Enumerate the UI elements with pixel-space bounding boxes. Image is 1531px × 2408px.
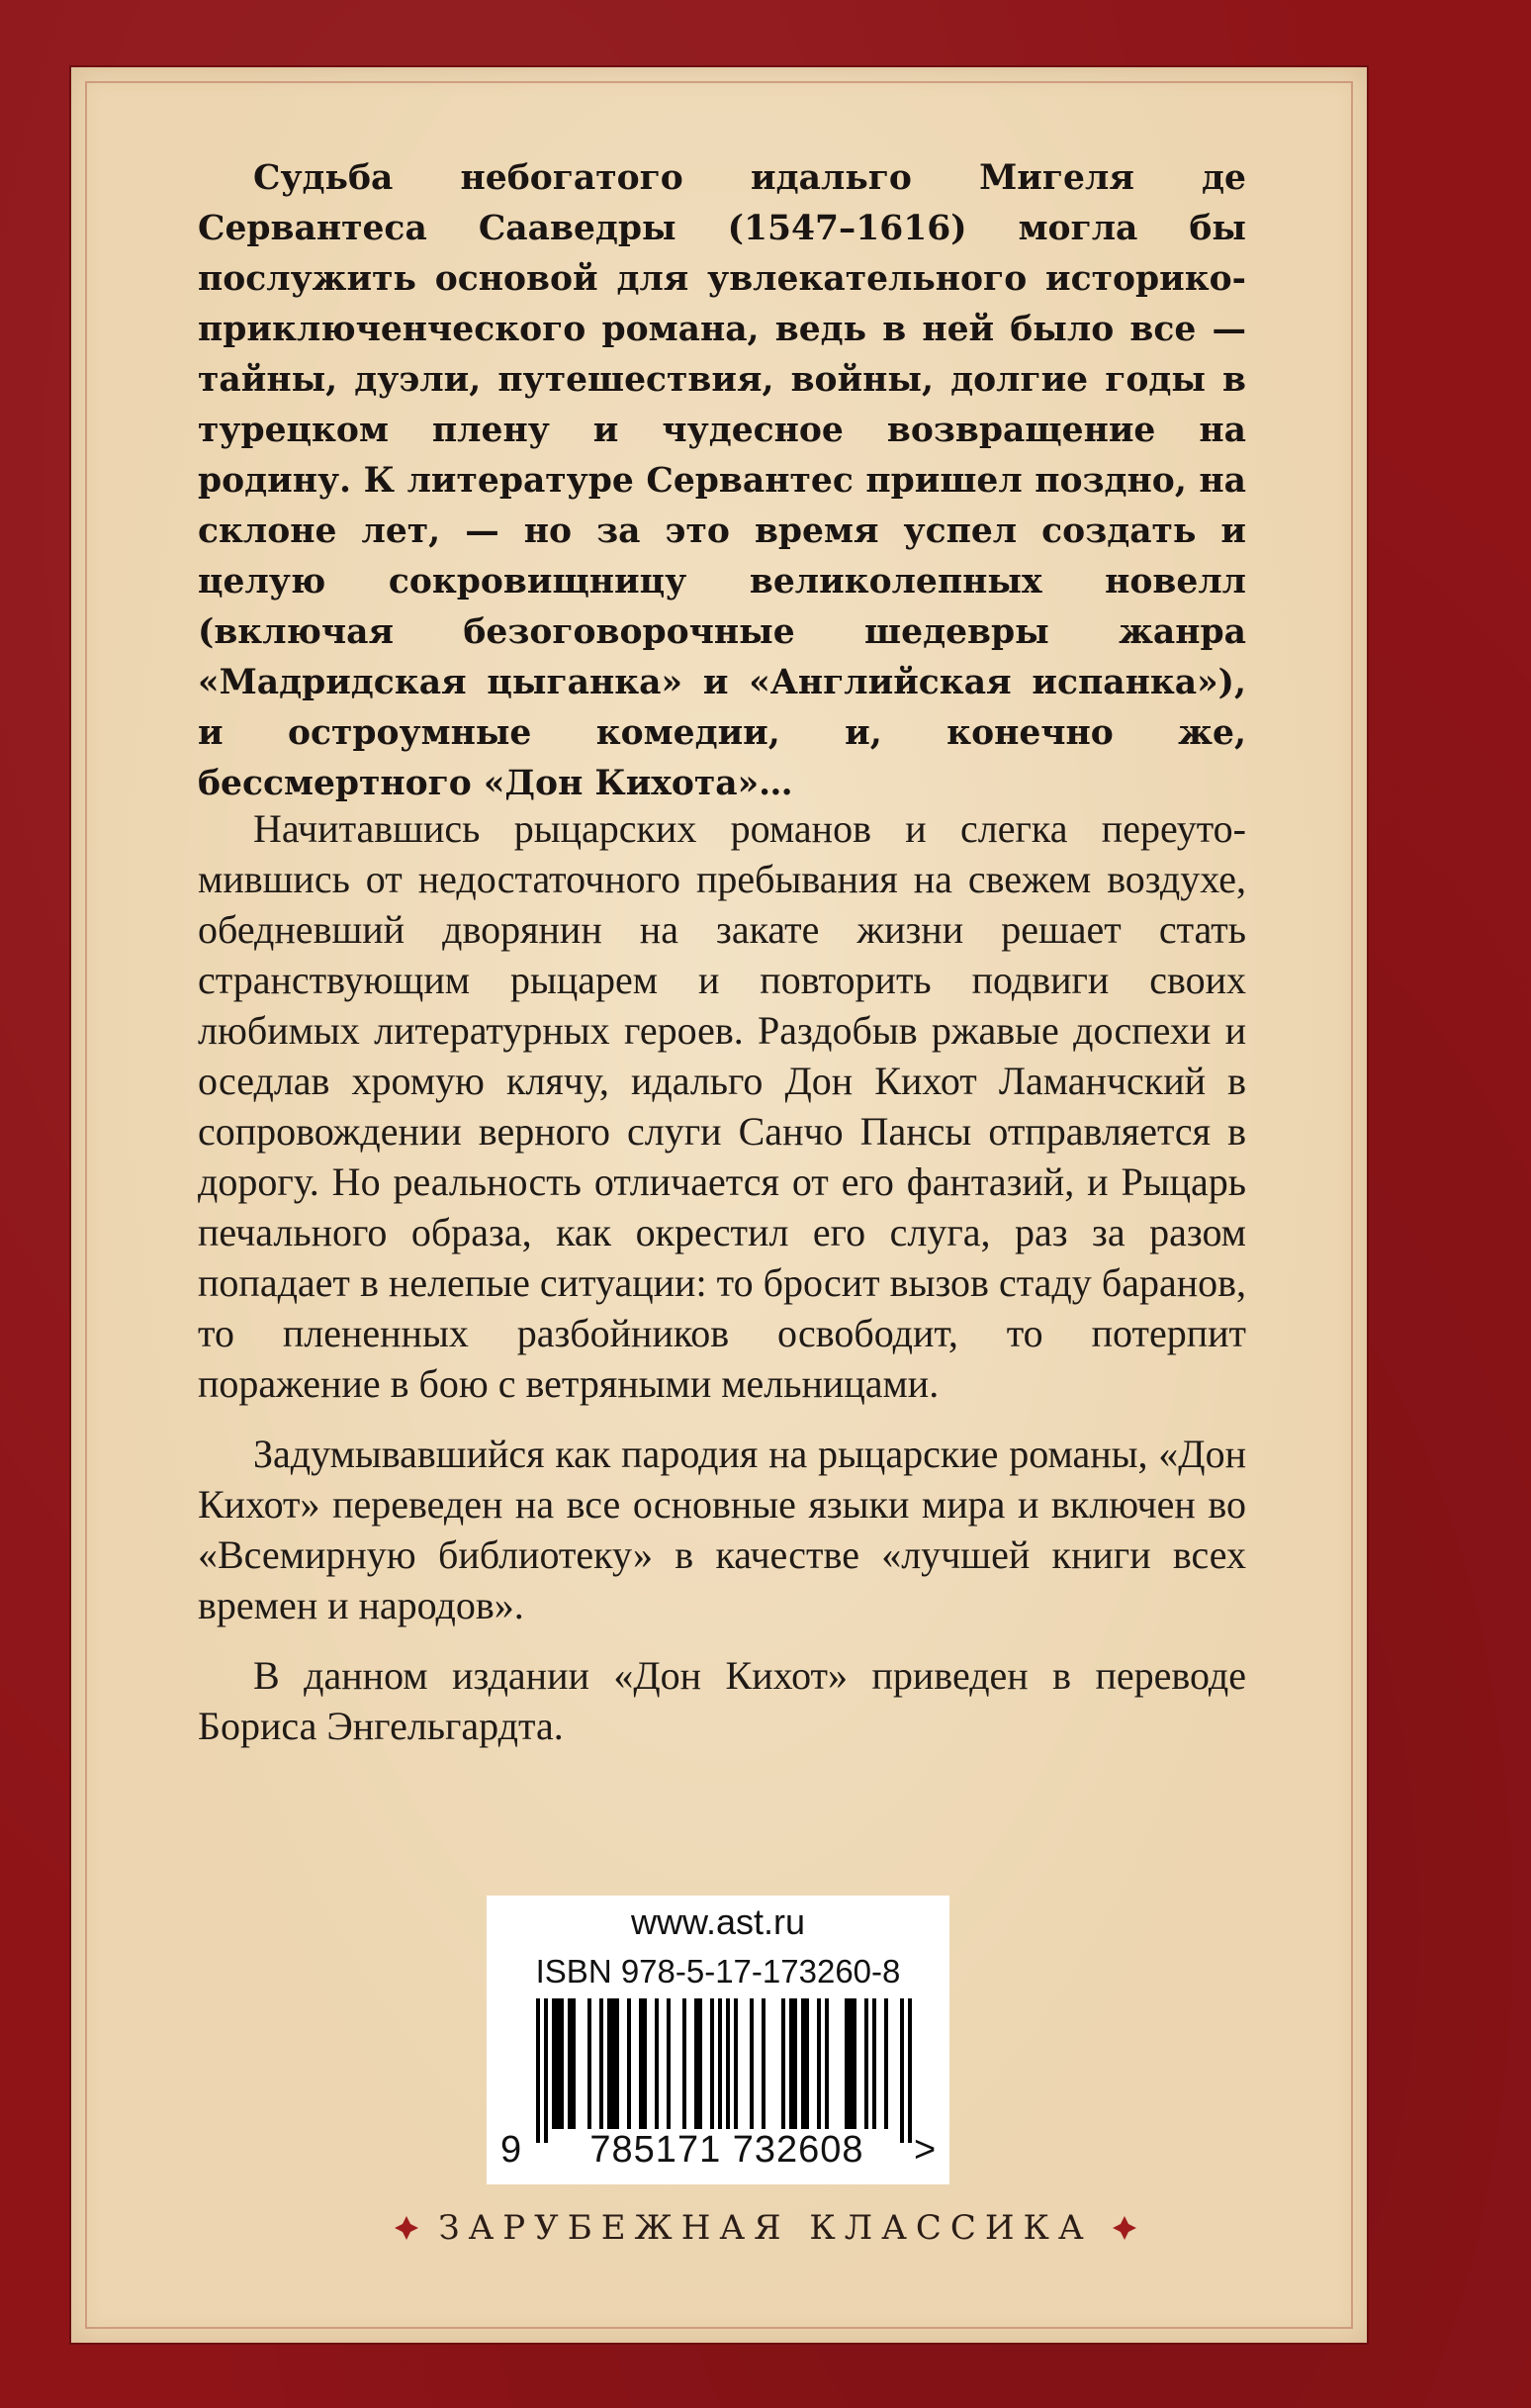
lead-paragraph: Судьба небогатого идальго Мигеля де Сервантеса Сааведры (1547–1616) могла бы послужить основой для увлекательного историко-приключенческого романа, ведь в ней было все — тайны, дуэли, путешествия, войны, долгие годы в турецком плену и чудесное возвращение на родину. К литературе Сервантес пришел поздно, на склоне лет, — но за это время успел создать и целую сокровищницу великолепных новелл (включая безоговорочные шедевры жанра «Мадридская цыганка» и «Английская испанка»), и остроумные комедии, и, конечно же, бессмертного «Дон Кихота»…: [198, 158, 1246, 803]
publisher-url: www.ast.ru: [630, 1901, 806, 1942]
barcode-bar: [825, 1998, 829, 2129]
barcode-bar: [845, 1998, 849, 2129]
barcode-bar: [734, 1998, 738, 2129]
barcode-bar: [611, 1998, 615, 2129]
barcode-bar: [793, 1998, 797, 2129]
barcode-bar: [864, 1998, 868, 2129]
barcode-bar: [900, 1998, 904, 2143]
barcode-bar: [817, 1998, 821, 2129]
barcode-quiet-zone-arrow: >: [914, 2129, 937, 2171]
barcode-bar: [710, 1998, 714, 2129]
barcode-bar: [726, 1998, 730, 2143]
barcode-bar: [615, 1998, 619, 2129]
barcode-bar: [853, 1998, 856, 2129]
barcode-bar: [599, 1998, 603, 2129]
barcode-bars: [536, 1998, 912, 2143]
description-text: [198, 803, 1246, 1751]
barcode-bar: [801, 1998, 805, 2129]
barcode-block: [487, 1896, 949, 2184]
barcode-bar: [849, 1998, 853, 2129]
barcode-bar: [694, 1998, 698, 2129]
isbn-label: ISBN 978-5-17-173260-8: [535, 1953, 901, 1990]
barcode-bar: [762, 1998, 766, 2129]
barcode-bar: [682, 1998, 686, 2129]
barcode-bar: [667, 1998, 671, 2129]
barcode-main-digits: 785171 732608: [554, 2129, 900, 2172]
barcode-bar: [587, 1998, 591, 2129]
series-name: ЗАРУБЕЖНАЯ КЛАССИКА: [438, 2208, 1093, 2248]
ornament-right-icon: [1111, 2214, 1138, 2242]
series-footer: [0, 2208, 1531, 2264]
barcode-bar: [789, 1998, 793, 2129]
barcode-bar: [544, 1998, 548, 2143]
barcode-bar: [805, 1998, 809, 2129]
barcode-digits: [487, 2129, 949, 2178]
description-paragraph: Начитавшись рыцарских романов и слегка переутомившись от недостаточного пребывания на свежем воздухе, обедневший дворянин на закате жизни решает стать странствующим рыцарем и повторить подвиги своих любимых литературных героев. Раздобыв ржавые доспехи и оседлав хромую клячу, идальго Дон Кихот Ламанчский в сопровождении верного слуги Санчо Пансы отправляется в дорогу. Но реальность отличается от его фантазий, и Рыцарь печального образа, как окрестил его слуга, раз за разом попадает в нелепые ситуации: то бросит вызов стаду баранов, то плененных разбойников освободит, то потерпит поражение в бою с ветряными мельницами.: [198, 806, 1246, 1406]
barcode-bar: [607, 1998, 611, 2129]
barcode-bar: [781, 1998, 785, 2129]
barcode-bar: [552, 1998, 556, 2129]
barcode-bar: [536, 1998, 540, 2143]
barcode-first-digit: 9: [500, 2129, 522, 2171]
barcode-bar: [872, 1998, 876, 2129]
barcode-bar: [884, 1998, 888, 2129]
ornament-left-icon: [393, 2214, 420, 2242]
description-paragraph: В данном издании «Дон Кихот» приведен в переводе Бориса Энгельгардта.: [198, 1653, 1246, 1748]
barcode-bar: [750, 1998, 754, 2129]
barcode-bar: [908, 1998, 912, 2143]
barcode-bar: [643, 1998, 647, 2129]
barcode-bar: [556, 1998, 560, 2129]
barcode-bar: [572, 1998, 576, 2129]
barcode-bar: [568, 1998, 572, 2129]
barcode-bar: [718, 1998, 722, 2143]
barcode-bar: [627, 1998, 631, 2129]
barcode-bar: [560, 1998, 564, 2129]
description-paragraph: Задумывавшийся как пародия на рыцарские романы, «Дон Кихот» переведен на все основные языки мира и включен во «Всемирную библиотеку» в качестве «лучшей книги всех времен и народов».: [198, 1432, 1246, 1627]
barcode-bar: [639, 1998, 643, 2129]
barcode-bar: [655, 1998, 659, 2129]
barcode-bar: [698, 1998, 702, 2129]
